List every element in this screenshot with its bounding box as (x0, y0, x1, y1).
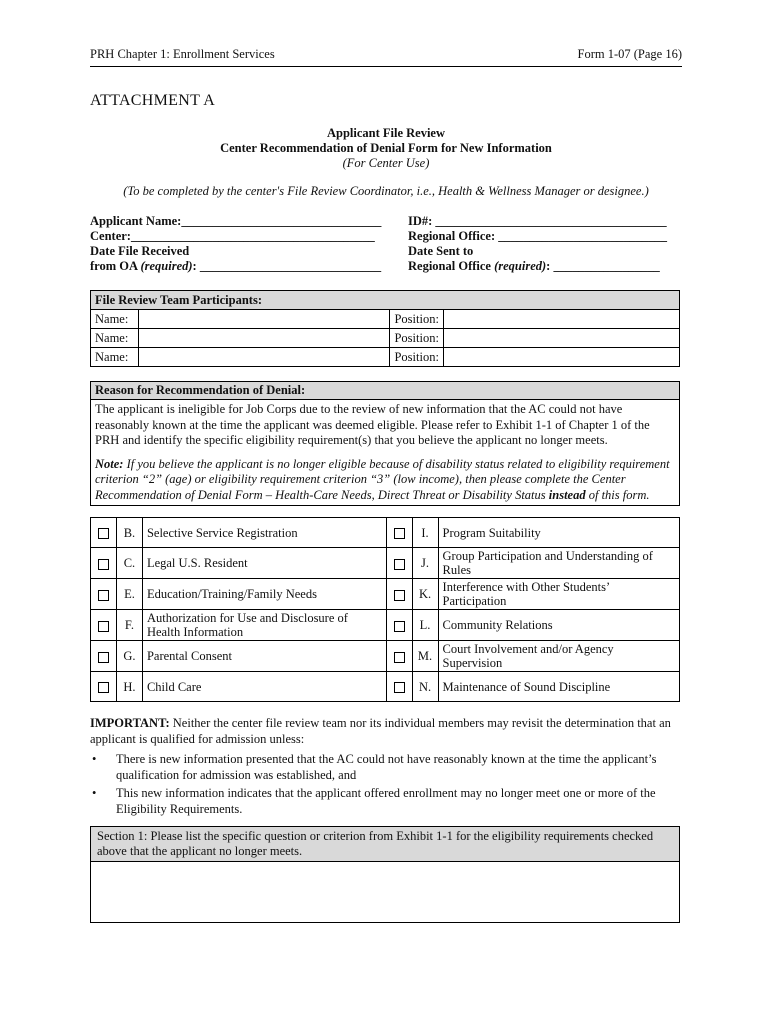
checkbox-f[interactable] (98, 621, 109, 632)
applicant-name-field[interactable]: Applicant Name:________________________________ (90, 214, 382, 228)
criterion-letter: F. (116, 610, 142, 641)
checkbox-g[interactable] (98, 652, 109, 663)
criterion-letter: G. (116, 641, 142, 672)
name-input[interactable] (138, 329, 389, 348)
table-row (91, 579, 680, 610)
criterion-letter: I. (412, 518, 438, 548)
table-row (91, 348, 680, 367)
center-field[interactable]: Center:_______________________________________ (90, 229, 375, 243)
checkbox-h-cell (91, 672, 117, 702)
team-participants-heading: File Review Team Participants: (91, 291, 680, 310)
criterion-label: Community Relations (438, 610, 679, 641)
note-instead: instead (548, 487, 586, 502)
checkbox-l[interactable] (394, 621, 405, 632)
regional-office-field[interactable]: Regional Office: ___________________________ (408, 229, 668, 243)
criterion-letter: H. (116, 672, 142, 702)
checkbox-h[interactable] (98, 682, 109, 693)
name-label: Name: (91, 310, 139, 329)
criterion-letter: N. (412, 672, 438, 702)
criterion-label: Maintenance of Sound Discipline (438, 672, 679, 702)
criterion-label: Interference with Other Students’ Participation (438, 579, 679, 610)
checkbox-m-cell (386, 641, 412, 672)
conditions-list (90, 752, 682, 820)
regional-office-date-blank: : _________________ (546, 259, 660, 273)
criterion-letter: E. (116, 579, 142, 610)
from-oa-label: from OA (90, 259, 141, 273)
position-label: Position: (390, 310, 444, 329)
checkbox-n[interactable] (394, 682, 405, 693)
important-label: IMPORTANT: (90, 716, 170, 730)
criterion-letter: L. (412, 610, 438, 641)
checkbox-e-cell (91, 579, 117, 610)
from-oa-required: (required) (140, 259, 193, 273)
date-sent-label: Date Sent to (408, 244, 474, 258)
list-item (90, 752, 682, 783)
important-text: Neither the center file review team nor its individual members may revisit the determination that an applicant is qualified for admission unless: (90, 716, 671, 746)
denial-reason-table (90, 381, 680, 506)
criterion-label: Court Involvement and/or Agency Supervision (438, 641, 679, 672)
criterion-letter: C. (116, 548, 142, 579)
page-header (90, 46, 682, 67)
date-file-received-label: Date File Received (90, 244, 190, 258)
note-text: If you believe the applicant is no longer eligible because of disability status related to eligibility requirement criterion “2” (age) or eligibility requirement criterion “3” (low income), then please complete the Center Recommendation of Denial Form – Health-Care Needs, Direct Threat or Disability Status (95, 456, 670, 502)
checkbox-m[interactable] (394, 652, 405, 663)
criterion-label: Parental Consent (142, 641, 386, 672)
regional-office-date-label: Regional Office (408, 259, 495, 273)
form-title-line3: (For Center Use) (342, 156, 430, 170)
bullet-icon: • (92, 786, 97, 800)
criterion-label: Selective Service Registration (142, 518, 386, 548)
checkbox-k-cell (386, 579, 412, 610)
condition-text: This new information indicates that the applicant offered enrollment may no longer meet one or more of the Eligibility Requirements. (116, 786, 656, 816)
from-oa-field[interactable] (90, 259, 381, 274)
note-label: Note: (95, 456, 124, 471)
checkbox-i[interactable] (394, 528, 405, 539)
name-input[interactable] (138, 310, 389, 329)
checkbox-j[interactable] (394, 559, 405, 570)
table-row (91, 610, 680, 641)
table-row (91, 518, 680, 548)
checkbox-c-cell (91, 548, 117, 579)
denial-reason-heading: Reason for Recommendation of Denial: (91, 382, 680, 400)
criterion-letter: K. (412, 579, 438, 610)
checkbox-l-cell (386, 610, 412, 641)
table-row (91, 548, 680, 579)
denial-reason-paragraph: The applicant is ineligible for Job Corps due to the review of new information that the AC could not have reasonably known at the time the applicant was deemed eligible. Please refer to Exhibit 1-1 of Chapter 1 of the PRH and identify the specific eligibility requirement(s) that you believe the applicant no longer meets. (95, 402, 650, 447)
condition-text: There is new information presented that the AC could not have reasonably known at the time the applicant’s qualification for admission was established, and (116, 752, 657, 782)
form-title (90, 126, 682, 171)
table-row (91, 641, 680, 672)
checkbox-g-cell (91, 641, 117, 672)
important-notice (90, 716, 682, 747)
table-row (91, 672, 680, 702)
section-1-table (90, 826, 680, 923)
criterion-label: Legal U.S. Resident (142, 548, 386, 579)
header-form-number: Form 1-07 (Page 16) (577, 47, 682, 61)
checkbox-f-cell (91, 610, 117, 641)
section-1-heading: Section 1: Please list the specific question or criterion from Exhibit 1-1 for the eligibility requirements checked above that the applicant no longer meets. (91, 827, 680, 862)
form-title-line2: Center Recommendation of Denial Form for New Information (220, 141, 552, 155)
criterion-label: Authorization for Use and Disclosure of Health Information (142, 610, 386, 641)
position-input[interactable] (444, 348, 680, 367)
eligibility-criteria-table (90, 517, 680, 702)
criterion-letter: M. (412, 641, 438, 672)
table-row (91, 329, 680, 348)
form-title-line1: Applicant File Review (326, 126, 446, 140)
note-end: of this form. (585, 487, 650, 502)
denial-reason-note (91, 453, 679, 506)
criterion-letter: J. (412, 548, 438, 579)
name-input[interactable] (138, 348, 389, 367)
from-oa-blank: : _____________________________ (192, 259, 382, 273)
position-label: Position: (390, 348, 444, 367)
checkbox-j-cell (386, 548, 412, 579)
criterion-label: Group Participation and Understanding of Rules (438, 548, 679, 579)
applicant-fields (90, 214, 682, 274)
checkbox-b-cell (91, 518, 117, 548)
section-1-answer-box[interactable] (91, 862, 680, 923)
completed-by-note: (To be completed by the center's File Review Coordinator, i.e., Health & Wellness Manager or designee.) (123, 184, 649, 198)
criterion-label: Education/Training/Family Needs (142, 579, 386, 610)
list-item (90, 786, 682, 817)
position-label: Position: (390, 329, 444, 348)
checkbox-n-cell (386, 672, 412, 702)
header-chapter: PRH Chapter 1: Enrollment Services (90, 47, 275, 61)
regional-office-date-field[interactable] (408, 259, 660, 274)
checkbox-i-cell (386, 518, 412, 548)
team-participants-table (90, 290, 680, 367)
criterion-label: Program Suitability (438, 518, 679, 548)
id-field[interactable]: ID#: _____________________________________ (408, 214, 667, 228)
checkbox-c[interactable] (98, 559, 109, 570)
checkbox-k[interactable] (394, 590, 405, 601)
criterion-letter: B. (116, 518, 142, 548)
regional-office-date-required: (required) (494, 259, 547, 273)
checkbox-b[interactable] (98, 528, 109, 539)
name-label: Name: (91, 329, 139, 348)
table-row (91, 310, 680, 329)
position-input[interactable] (444, 310, 680, 329)
attachment-heading: ATTACHMENT A (90, 92, 216, 109)
name-label: Name: (91, 348, 139, 367)
criterion-label: Child Care (142, 672, 386, 702)
checkbox-e[interactable] (98, 590, 109, 601)
bullet-icon: • (92, 752, 97, 766)
position-input[interactable] (444, 329, 680, 348)
